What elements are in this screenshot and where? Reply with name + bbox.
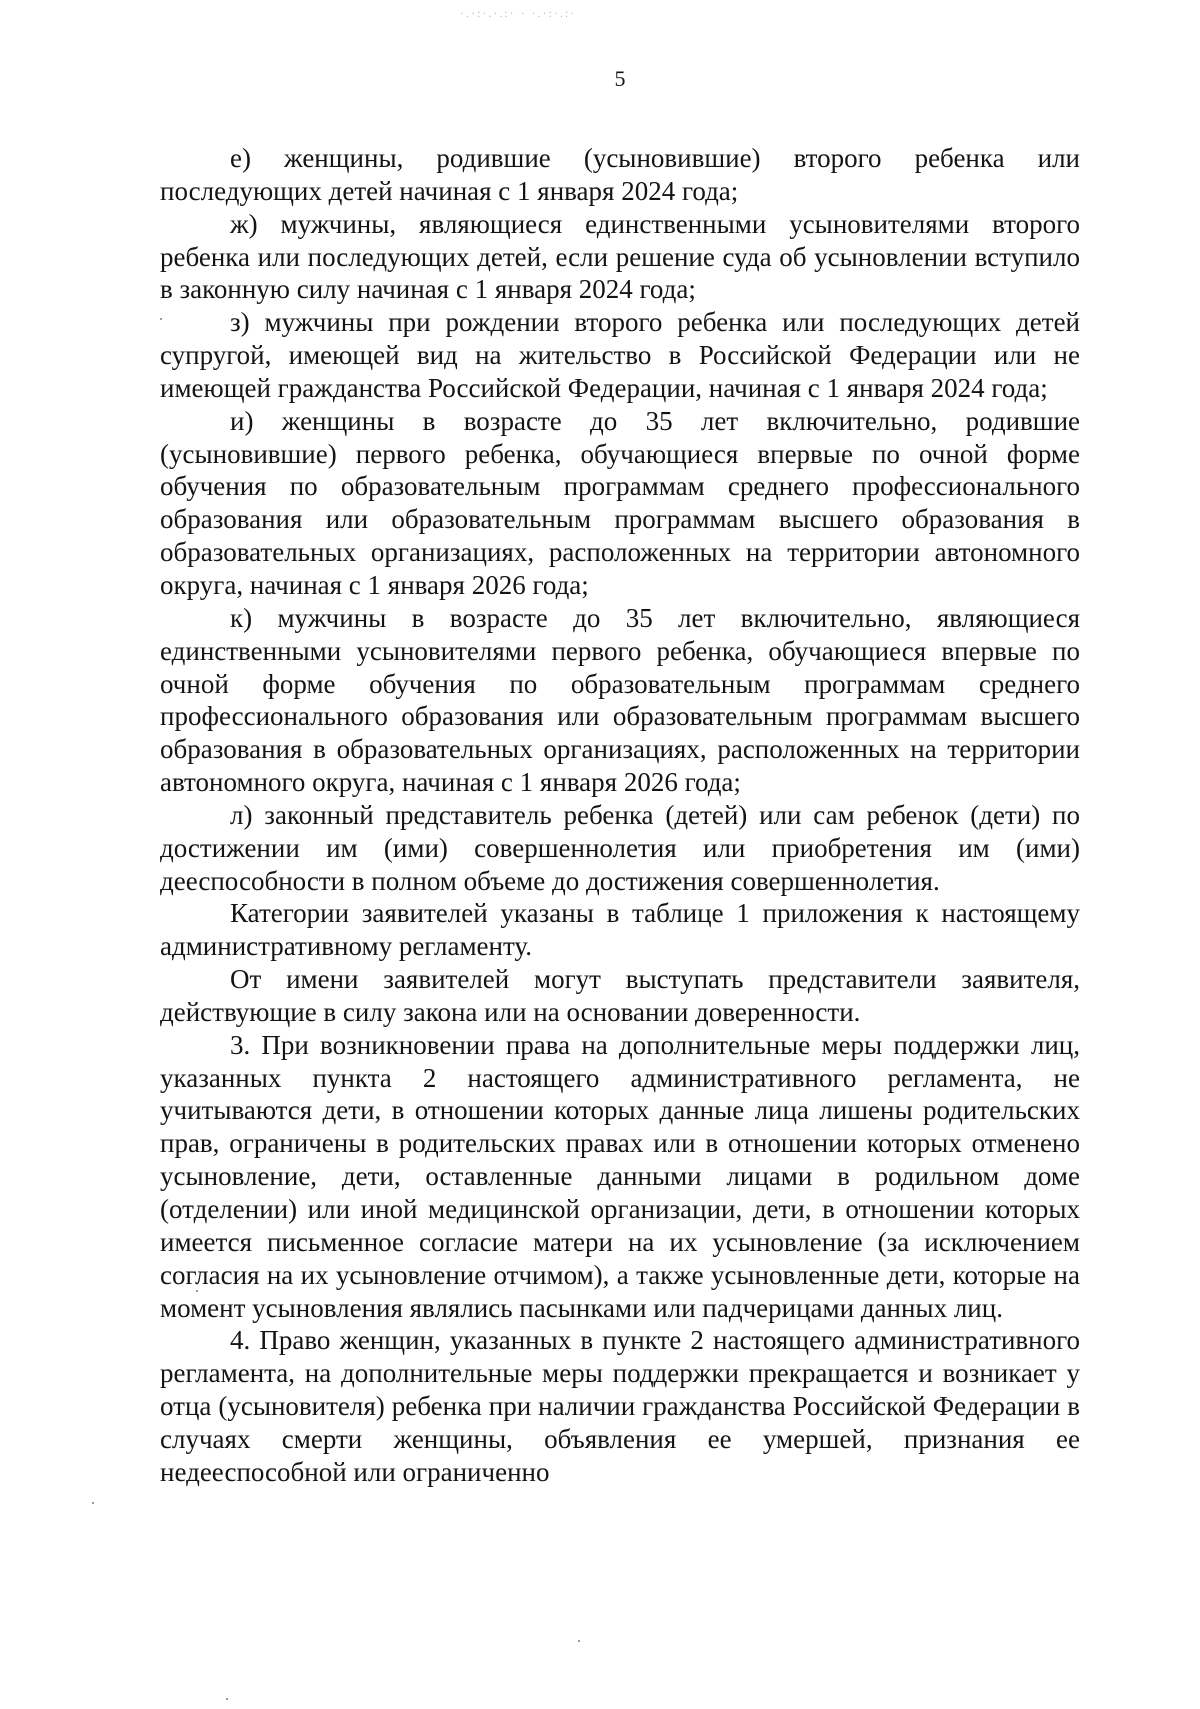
paragraph-item-e: е) женщины, родившие (усыновившие) второго ребенка или последующих детей начиная с 1 января 2024 года;: [160, 143, 1080, 206]
scan-dot: [92, 1502, 94, 1504]
paragraph-applicant-categories: Категории заявителей указаны в таблице 1 приложения к настоящему административному регламенту.: [160, 898, 1080, 962]
paragraph-item-zh: ж) мужчины, являющиеся единственными усыновителями второго ребенка или последующих детей, если решение суда об усыновлении вступило в законную силу начиная с 1 января 2024 года;: [160, 208, 1080, 305]
paragraph-item-k: к) мужчины в возрасте до 35 лет включительно, являющиеся единственными усыновителями первого ребенка, обучающиеся впервые по очной форме обучения по образовательным программам среднего профессионального образования или образовательным программам высшего образования в образовательных организациях, расположенных на территории автономного округа, начиная с 1 января 2026 года;: [160, 602, 1080, 798]
page-number: 5: [614, 66, 626, 91]
paragraph-section-4: 4. Право женщин, указанных в пункте 2 настоящего административного регламента, на дополнительные меры поддержки прекращается и возникает у отца (усыновителя) ребенка при наличии гражданства Российской Федерации в случаях смерти женщины, объявления ее умершей, признания ее недееспособной или ограниченно: [160, 1325, 1080, 1487]
paragraph-item-i: и) женщины в возрасте до 35 лет включительно, родившие (усыновившие) первого ребенка, обучающиеся впервые по очной форме обучения по образовательным программам среднего профессионального образования или образовательным программам высшего образования в образовательных организациях, расположенных на территории автономного округа, начиная с 1 января 2026 года;: [160, 405, 1080, 600]
document-body: [160, 142, 1080, 1489]
scan-dot: [226, 1698, 228, 1700]
paragraph-section-3: 3. При возникновении права на дополнительные меры поддержки лиц, указанных пункта 2 настоящего административного регламента, не учитываются дети, в отношении которых данные лица лишены родительских прав, ограничены в родительских правах или в отношении которых отменено усыновление, дети, оставленные данными лицами в родильном доме (отделении) или иной медицинской организации, дети, в отношении которых имеется письменное согласие матери на их усыновление (за исключением согласия на их усыновление отчимом), а также усыновленные дети, которые на момент усыновления являлись пасынками или падчерицами данных лиц.: [160, 1029, 1080, 1323]
paragraph-representatives: От имени заявителей могут выступать представители заявителя, действующие в силу закона или на основании доверенности.: [160, 964, 1080, 1027]
paragraph-item-l: л) законный представитель ребенка (детей) или сам ребенок (дети) по достижении им (ими) совершеннолетия или приобретения им (ими) дееспособности в полном объеме до достижения совершеннолетия.: [160, 799, 1080, 896]
paragraph-item-z: з) мужчины при рождении второго ребенка или последующих детей супругой, имеющей вид на жительство в Российской Федерации или не имеющей гражданства Российской Федерации, начиная с 1 января 2024 года;: [160, 307, 1080, 403]
scan-noise-top: ·.·:·.·.:· · ·.·:·.:·: [460, 6, 577, 20]
scan-dot: [578, 1640, 580, 1642]
